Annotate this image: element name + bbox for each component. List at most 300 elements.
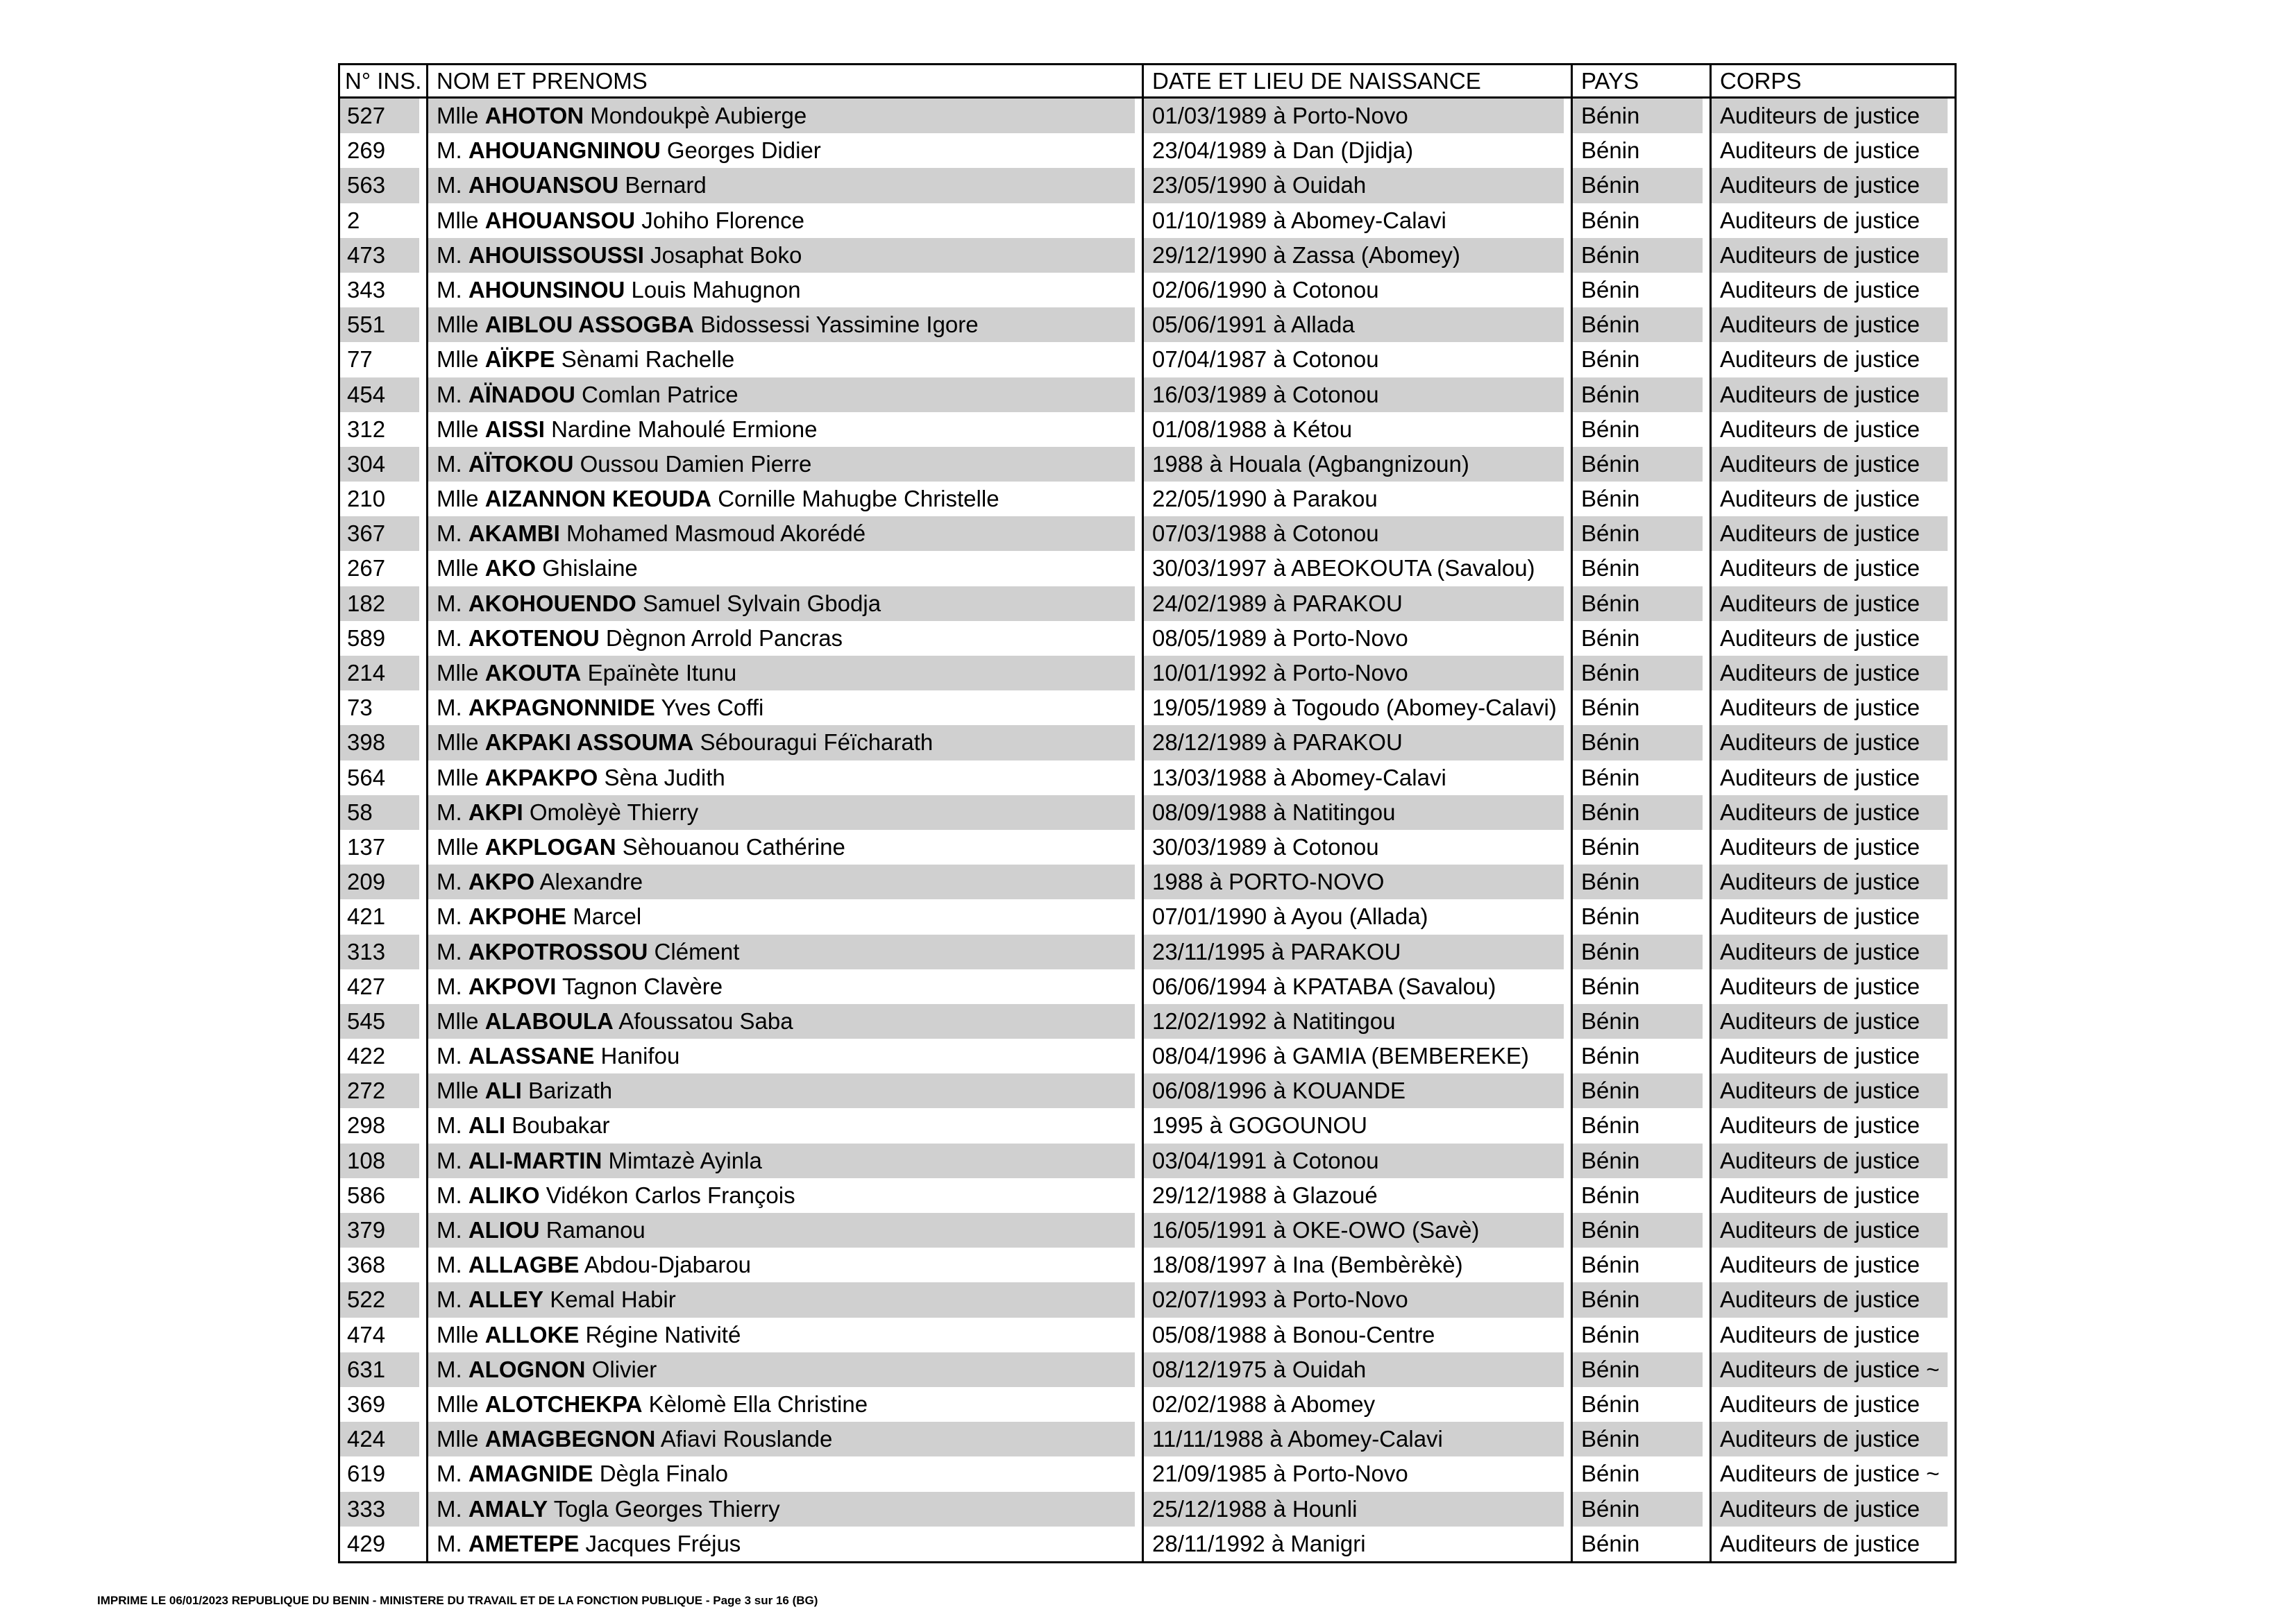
surname: AÏTOKOU: [468, 450, 574, 477]
surname: ALIOU: [468, 1217, 540, 1243]
civility: M.: [437, 1286, 462, 1313]
surname: ALOGNON: [468, 1356, 586, 1382]
table-row: [340, 1318, 1955, 1352]
given-names: Ghislaine: [542, 555, 638, 581]
civility: M.: [437, 381, 462, 407]
cell-birth: 30/03/1989 à Cotonou: [1144, 830, 1573, 865]
civility: M.: [437, 590, 462, 616]
surname: AKPLOGAN: [484, 833, 616, 860]
table-body: [340, 99, 1955, 1561]
cell-number: 182: [340, 586, 428, 621]
cell-number: 269: [340, 133, 428, 168]
cell-birth: 06/08/1996 à KOUANDE: [1144, 1073, 1573, 1108]
cell-country: Bénin: [1573, 307, 1712, 342]
cell-birth: 06/06/1994 à KPATABA (Savalou): [1144, 969, 1573, 1004]
cell-corps: Auditeurs de justice: [1712, 725, 1955, 760]
cell-country: Bénin: [1573, 1213, 1712, 1248]
cell-number: 58: [340, 795, 428, 830]
table-row: [340, 656, 1955, 690]
cell-country: Bénin: [1573, 168, 1712, 203]
cell-corps: Auditeurs de justice: [1720, 1252, 1920, 1278]
civility: M.: [437, 450, 462, 477]
given-names: Sébouragui Féïcharath: [700, 729, 934, 756]
given-names: Jacques Fréjus: [585, 1530, 741, 1556]
civility: Mlle: [437, 555, 479, 581]
cell-number: 108: [340, 1144, 428, 1178]
cell-number: 424: [340, 1422, 428, 1456]
cell-country: Bénin: [1573, 899, 1712, 934]
cell-birth: 01/03/1989 à Porto-Novo: [1144, 99, 1573, 133]
given-names: Togla Georges Thierry: [553, 1495, 780, 1522]
cell-corps: Auditeurs de justice: [1720, 555, 1920, 581]
cell-name: [428, 99, 1144, 133]
cell-birth: 07/03/1988 à Cotonou: [1144, 516, 1573, 551]
surname: AKAMBI: [468, 520, 560, 547]
cell-number: 210: [340, 482, 428, 516]
cell-country: Bénin: [1573, 1456, 1712, 1491]
cell-country: Bénin: [1573, 482, 1712, 516]
table-row: [340, 377, 1955, 412]
cell-name: [428, 412, 1144, 447]
cell-number: 272: [340, 1073, 428, 1108]
surname: ALLOKE: [484, 1321, 580, 1348]
cell-country: Bénin: [1573, 238, 1712, 273]
cell-corps: Auditeurs de justice ~: [1720, 1461, 1940, 1487]
table-row: [340, 412, 1955, 447]
cell-birth: 03/04/1991 à Cotonou: [1144, 1144, 1573, 1178]
cell-birth: 18/08/1997 à Ina (Bembèrèkè): [1144, 1248, 1573, 1282]
given-names: Oussou Damien Pierre: [580, 450, 812, 477]
civility: Mlle: [437, 1426, 479, 1452]
civility: Mlle: [437, 764, 479, 790]
cell-birth: 24/02/1989 à PARAKOU: [1144, 586, 1573, 621]
surname: AÏNADOU: [468, 381, 575, 407]
table-row: [340, 516, 1955, 551]
cell-birth: 28/11/1992 à Manigri: [1144, 1527, 1573, 1561]
cell-name: [428, 551, 1144, 586]
cell-corps: Auditeurs de justice: [1712, 447, 1955, 482]
surname: ALASSANE: [468, 1043, 595, 1069]
cell-number: 313: [340, 935, 428, 969]
cell-number: 421: [340, 899, 428, 934]
cell-country: Bénin: [1573, 725, 1712, 760]
given-names: Dègnon Arrold Pancras: [605, 624, 843, 651]
cell-country: Bénin: [1573, 830, 1712, 865]
cell-birth: 1988 à PORTO-NOVO: [1144, 865, 1573, 899]
cell-number: 619: [340, 1456, 428, 1491]
surname: ALI: [468, 1112, 506, 1139]
table-row: [340, 795, 1955, 830]
cell-name: [428, 238, 1144, 273]
civility: Mlle: [437, 346, 479, 373]
given-names: Clément: [654, 938, 740, 965]
cell-name: [428, 830, 1144, 865]
cell-country: Bénin: [1573, 516, 1712, 551]
civility: M.: [437, 1252, 462, 1278]
cell-birth: 30/03/1997 à ABEOKOUTA (Savalou): [1144, 551, 1573, 586]
civility: M.: [437, 1495, 462, 1522]
given-names: Boubakar: [512, 1112, 610, 1139]
given-names: Georges Didier: [666, 137, 821, 164]
cell-number: 474: [340, 1318, 428, 1352]
table-row: [340, 935, 1955, 969]
cell-country: Bénin: [1573, 969, 1712, 1004]
surname: AÏKPE: [484, 346, 555, 373]
surname: AHOUISSOUSSI: [468, 241, 644, 268]
surname: AKPI: [468, 799, 523, 825]
cell-country: Bénin: [1573, 865, 1712, 899]
table-row: [340, 1178, 1955, 1213]
civility: M.: [437, 938, 462, 965]
cell-name: [428, 1492, 1144, 1527]
cell-corps: Auditeurs de justice: [1720, 346, 1920, 373]
cell-country: Bénin: [1573, 203, 1712, 238]
table-row: [340, 99, 1955, 133]
given-names: Bernard: [625, 172, 707, 198]
cell-number: 563: [340, 168, 428, 203]
given-names: Johiho Florence: [641, 207, 805, 233]
surname: AKO: [484, 555, 537, 581]
given-names: Sènami Rachelle: [561, 346, 735, 373]
cell-name: [428, 342, 1144, 377]
cell-name: [428, 1527, 1144, 1561]
cell-number: 73: [340, 690, 428, 725]
table-row: [340, 586, 1955, 621]
cell-country: Bénin: [1573, 1108, 1712, 1143]
cell-birth: 23/05/1990 à Ouidah: [1144, 168, 1573, 203]
cell-name: [428, 1387, 1144, 1422]
cell-number: 379: [340, 1213, 428, 1248]
given-names: Hanifou: [600, 1043, 680, 1069]
surname: AMAGBEGNON: [484, 1426, 656, 1452]
cell-number: 333: [340, 1492, 428, 1527]
table-row: [340, 1108, 1955, 1143]
cell-corps: Auditeurs de justice: [1720, 903, 1920, 930]
given-names: Nardine Mahoulé Ermione: [551, 416, 818, 442]
surname: AKPO: [468, 869, 535, 895]
cell-birth: 13/03/1988 à Abomey-Calavi: [1144, 760, 1573, 795]
cell-corps: Auditeurs de justice: [1720, 833, 1920, 860]
surname: AHOTON: [484, 103, 584, 128]
given-names: Abdou-Djabarou: [584, 1252, 752, 1278]
cell-number: 343: [340, 273, 428, 307]
given-names: Régine Nativité: [585, 1321, 741, 1348]
cell-birth: 07/04/1987 à Cotonou: [1144, 342, 1573, 377]
surname: ALLAGBE: [468, 1252, 580, 1278]
table-row: [340, 1039, 1955, 1073]
cell-number: 304: [340, 447, 428, 482]
cell-country: Bénin: [1573, 935, 1712, 969]
cell-number: 367: [340, 516, 428, 551]
surname: AKPOVI: [468, 973, 557, 999]
cell-number: 422: [340, 1039, 428, 1073]
cell-name: [428, 865, 1144, 899]
cell-number: 368: [340, 1248, 428, 1282]
cell-corps: Auditeurs de justice: [1712, 586, 1955, 621]
surname: AKPAGNONNIDE: [468, 695, 655, 721]
cell-birth: 07/01/1990 à Ayou (Allada): [1144, 899, 1573, 934]
surname: ALIKO: [468, 1182, 540, 1208]
cell-corps: Auditeurs de justice: [1712, 1282, 1955, 1317]
given-names: Alexandre: [539, 869, 643, 895]
civility: M.: [437, 172, 462, 198]
cell-country: Bénin: [1573, 551, 1712, 586]
cell-birth: 16/05/1991 à OKE-OWO (Savè): [1144, 1213, 1573, 1248]
cell-number: 369: [340, 1387, 428, 1422]
cell-birth: 23/04/1989 à Dan (Djidja): [1144, 133, 1573, 168]
cell-number: 473: [340, 238, 428, 273]
cell-country: Bénin: [1573, 1318, 1712, 1352]
surname: AMAGNIDE: [468, 1461, 593, 1487]
table-row: [340, 621, 1955, 656]
cell-birth: 1988 à Houala (Agbangnizoun): [1144, 447, 1573, 482]
cell-birth: 01/08/1988 à Kétou: [1144, 412, 1573, 447]
cell-corps: Auditeurs de justice: [1720, 1043, 1920, 1069]
cell-name: [428, 168, 1144, 203]
header-number: N° INS.: [340, 65, 428, 96]
civility: M.: [437, 1147, 462, 1173]
cell-corps: Auditeurs de justice: [1712, 238, 1955, 273]
cell-corps: Auditeurs de justice: [1712, 1144, 1955, 1178]
cell-number: 77: [340, 342, 428, 377]
table-row: [340, 273, 1955, 307]
cell-corps: Auditeurs de justice: [1712, 1004, 1955, 1039]
cell-corps: Auditeurs de justice: [1712, 377, 1955, 412]
cell-name: [428, 1352, 1144, 1387]
table-row: [340, 725, 1955, 760]
cell-name: [428, 1248, 1144, 1282]
cell-corps: Auditeurs de justice: [1712, 99, 1955, 133]
surname: ALLEY: [468, 1286, 544, 1313]
cell-country: Bénin: [1573, 1144, 1712, 1178]
cell-number: 209: [340, 865, 428, 899]
surname: AKPOHE: [468, 903, 567, 930]
cell-name: [428, 447, 1144, 482]
cell-country: Bénin: [1573, 1387, 1712, 1422]
cell-name: [428, 1282, 1144, 1317]
cell-number: 545: [340, 1004, 428, 1039]
surname: ALABOULA: [484, 1008, 614, 1034]
table-row: [340, 1004, 1955, 1039]
given-names: Comlan Patrice: [582, 381, 738, 407]
cell-birth: 10/01/1992 à Porto-Novo: [1144, 656, 1573, 690]
civility: M.: [437, 695, 462, 721]
cell-corps: Auditeurs de justice: [1720, 276, 1920, 303]
cell-birth: 11/11/1988 à Abomey-Calavi: [1144, 1422, 1573, 1456]
civility: M.: [437, 973, 462, 999]
civility: Mlle: [437, 660, 479, 686]
table-row: [340, 1527, 1955, 1561]
given-names: Mohamed Masmoud Akorédé: [566, 520, 866, 547]
given-names: Tagnon Clavère: [562, 973, 723, 999]
cell-name: [428, 516, 1144, 551]
cell-country: Bénin: [1573, 1352, 1712, 1387]
table-row: [340, 1422, 1955, 1456]
table-row: [340, 1456, 1955, 1491]
cell-corps: Auditeurs de justice: [1712, 307, 1955, 342]
given-names: Ramanou: [546, 1217, 645, 1243]
page-footer: IMPRIME LE 06/01/2023 REPUBLIQUE DU BENIN - MINISTERE DU TRAVAIL ET DE LA FONCTION PUBLIQUE - Page 3 sur 16 (BG): [97, 1594, 818, 1607]
surname: ALI: [484, 1078, 522, 1104]
cell-corps: Auditeurs de justice: [1712, 168, 1955, 203]
table-row: [340, 690, 1955, 725]
table-row: [340, 1213, 1955, 1248]
cell-corps: Auditeurs de justice: [1712, 1422, 1955, 1456]
surname: AMETEPE: [468, 1530, 580, 1556]
cell-corps: Auditeurs de justice: [1712, 795, 1955, 830]
cell-name: [428, 307, 1144, 342]
cell-birth: 23/11/1995 à PARAKOU: [1144, 935, 1573, 969]
surname: AHOUNSINOU: [468, 276, 625, 303]
cell-country: Bénin: [1573, 377, 1712, 412]
table-row: [340, 1387, 1955, 1422]
given-names: Louis Mahugnon: [631, 276, 801, 303]
cell-name: [428, 935, 1144, 969]
surname: AHOUANSOU: [484, 207, 636, 233]
table-header-row: [340, 65, 1955, 99]
given-names: Barizath: [528, 1078, 613, 1104]
cell-corps: Auditeurs de justice: [1720, 973, 1920, 999]
cell-country: Bénin: [1573, 342, 1712, 377]
table-row: [340, 760, 1955, 795]
given-names: Josaphat Boko: [650, 241, 802, 268]
surname: AIBLOU ASSOGBA: [484, 312, 694, 338]
cell-corps: Auditeurs de justice: [1720, 1391, 1920, 1417]
cell-country: Bénin: [1573, 621, 1712, 656]
given-names: Olivier: [591, 1356, 657, 1382]
cell-name: [428, 725, 1144, 760]
cell-country: Bénin: [1573, 273, 1712, 307]
civility: M.: [437, 799, 462, 825]
cell-birth: 21/09/1985 à Porto-Novo: [1144, 1456, 1573, 1491]
table-row: [340, 1144, 1955, 1178]
cell-birth: 02/02/1988 à Abomey: [1144, 1387, 1573, 1422]
given-names: Sèna Judith: [604, 764, 725, 790]
cell-birth: 29/12/1988 à Glazoué: [1144, 1178, 1573, 1213]
cell-birth: 25/12/1988 à Hounli: [1144, 1492, 1573, 1527]
cell-birth: 08/05/1989 à Porto-Novo: [1144, 621, 1573, 656]
civility: Mlle: [437, 312, 479, 338]
civility: M.: [437, 1530, 462, 1556]
cell-birth: 01/10/1989 à Abomey-Calavi: [1144, 203, 1573, 238]
surname: AHOUANSOU: [468, 172, 619, 198]
table-row: [340, 342, 1955, 377]
cell-corps: Auditeurs de justice: [1720, 486, 1920, 512]
cell-number: 522: [340, 1282, 428, 1317]
header-name: NOM ET PRENOMS: [428, 65, 1144, 96]
cell-country: Bénin: [1573, 1073, 1712, 1108]
cell-birth: 19/05/1989 à Togoudo (Abomey-Calavi): [1144, 690, 1573, 725]
cell-number: 137: [340, 830, 428, 865]
candidates-table: [338, 63, 1957, 1563]
table-row: [340, 551, 1955, 586]
cell-name: [428, 1144, 1144, 1178]
given-names: Omolèyè Thierry: [529, 799, 699, 825]
cell-name: [428, 1073, 1144, 1108]
given-names: Epaïnète Itunu: [587, 660, 737, 686]
cell-number: 2: [340, 203, 428, 238]
cell-number: 214: [340, 656, 428, 690]
civility: M.: [437, 1461, 462, 1487]
cell-name: [428, 1178, 1144, 1213]
table-row: [340, 1282, 1955, 1317]
table-row: [340, 1248, 1955, 1282]
table-row: [340, 899, 1955, 934]
cell-name: [428, 133, 1144, 168]
civility: M.: [437, 520, 462, 547]
cell-name: [428, 482, 1144, 516]
cell-name: [428, 656, 1144, 690]
cell-country: Bénin: [1573, 133, 1712, 168]
civility: M.: [437, 624, 462, 651]
cell-country: Bénin: [1573, 1422, 1712, 1456]
cell-name: [428, 1039, 1144, 1073]
cell-birth: 05/06/1991 à Allada: [1144, 307, 1573, 342]
cell-corps: Auditeurs de justice: [1720, 764, 1920, 790]
cell-birth: 16/03/1989 à Cotonou: [1144, 377, 1573, 412]
cell-country: Bénin: [1573, 412, 1712, 447]
cell-birth: 02/06/1990 à Cotonou: [1144, 273, 1573, 307]
civility: M.: [437, 241, 462, 268]
civility: M.: [437, 276, 462, 303]
cell-corps: Auditeurs de justice: [1720, 1182, 1920, 1208]
cell-name: [428, 1456, 1144, 1491]
cell-corps: Auditeurs de justice: [1720, 207, 1920, 233]
cell-corps: Auditeurs de justice: [1720, 1530, 1920, 1556]
surname: AKOTENOU: [468, 624, 600, 651]
cell-birth: 12/02/1992 à Natitingou: [1144, 1004, 1573, 1039]
cell-name: [428, 1213, 1144, 1248]
cell-corps: Auditeurs de justice: [1712, 1213, 1955, 1248]
table-row: [340, 830, 1955, 865]
given-names: Bidossessi Yassimine Igore: [700, 312, 979, 338]
civility: Mlle: [437, 103, 479, 128]
given-names: Kemal Habir: [550, 1286, 676, 1313]
cell-birth: 22/05/1990 à Parakou: [1144, 482, 1573, 516]
given-names: Samuel Sylvain Gbodja: [643, 590, 881, 616]
table-row: [340, 1352, 1955, 1387]
table-row: [340, 168, 1955, 203]
cell-name: [428, 1004, 1144, 1039]
civility: Mlle: [437, 416, 479, 442]
table-row: [340, 238, 1955, 273]
cell-country: Bénin: [1573, 656, 1712, 690]
given-names: Kèlomè Ella Christine: [648, 1391, 868, 1417]
cell-corps: Auditeurs de justice: [1712, 935, 1955, 969]
cell-birth: 08/12/1975 à Ouidah: [1144, 1352, 1573, 1387]
cell-name: [428, 621, 1144, 656]
civility: M.: [437, 1217, 462, 1243]
cell-corps: Auditeurs de justice: [1712, 1073, 1955, 1108]
surname: AISSI: [484, 416, 545, 442]
civility: M.: [437, 137, 462, 164]
header-birth: DATE ET LIEU DE NAISSANCE: [1144, 65, 1573, 96]
cell-corps: Auditeurs de justice: [1712, 1492, 1955, 1527]
surname: AKPOTROSSOU: [468, 938, 648, 965]
cell-name: [428, 760, 1144, 795]
given-names: Afoussatou Saba: [618, 1008, 793, 1034]
cell-name: [428, 273, 1144, 307]
cell-number: 631: [340, 1352, 428, 1387]
cell-birth: 08/04/1996 à GAMIA (BEMBEREKE): [1144, 1039, 1573, 1073]
cell-number: 429: [340, 1527, 428, 1561]
cell-country: Bénin: [1573, 1527, 1712, 1561]
surname: ALOTCHEKPA: [484, 1391, 643, 1417]
cell-number: 589: [340, 621, 428, 656]
cell-name: [428, 1318, 1144, 1352]
civility: Mlle: [437, 833, 479, 860]
surname: AKOHOUENDO: [468, 590, 636, 616]
